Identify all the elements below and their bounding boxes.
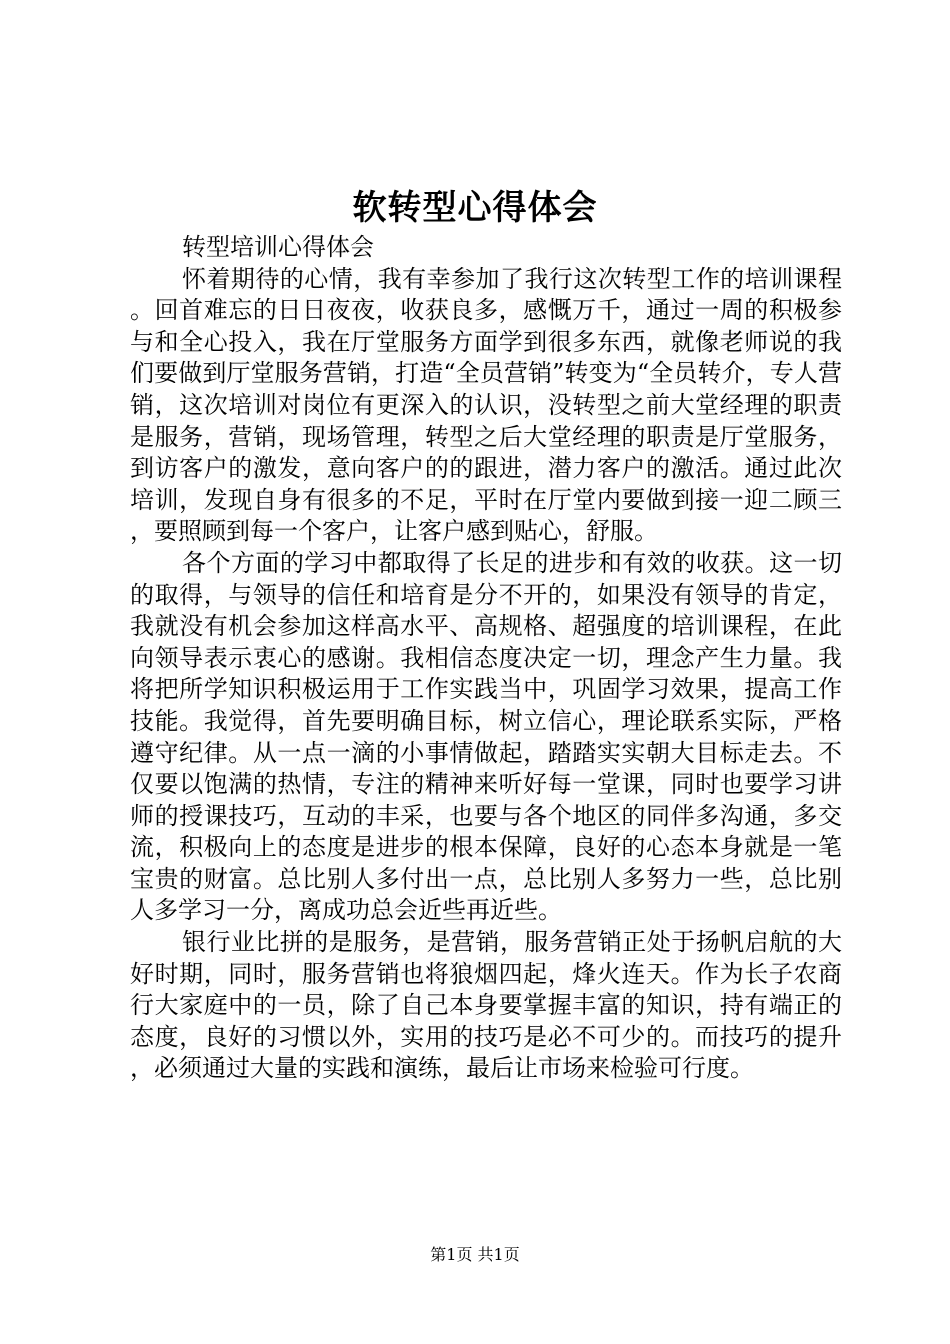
page-number-footer: 第1页 共1页: [430, 1245, 520, 1264]
paragraph: 银行业比拼的是服务，是营销，服务营销正处于扬帆启航的大好时期，同时，服务营销也将狼烟四起，烽火连天。作为长子农商行大家庭中的一员，除了自己本身要掌握丰富的知识，持有端正的态度，良好的习惯以外，实用的技巧是必不可少的。而技巧的提升，必须通过大量的实践和演练，最后让市场来检验可行度。: [130, 928, 842, 1083]
paragraph: 怀着期待的心情，我有幸参加了我行这次转型工作的培训课程。回首难忘的日日夜夜，收获良多，感慨万千，通过一周的积极参与和全心投入，我在厅堂服务方面学到很多东西，就像老师说的我们要做到厅堂服务营销，打造“全员营销”转变为“全员转介，专人营销，这次培训对岗位有更深入的认识，没转型之前大堂经理的职责是服务，营销，现场管理，转型之后大堂经理的职责是厅堂服务，到访客户的激发，意向客户的的跟进，潜力客户的激活。通过此次培训，发现自身有很多的不足，平时在厅堂内要做到接一迎二顾三，要照顾到每一个客户，让客户感到贴心，舒服。: [130, 264, 842, 546]
document-body: [130, 232, 842, 1085]
paragraph: 各个方面的学习中都取得了长足的进步和有效的收获。这一切的取得，与领导的信任和培育是分不开的，如果没有领导的肯定，我就没有机会参加这样高水平、高规格、超强度的培训课程，在此向领导表示衷心的感谢。我相信态度决定一切，理念产生力量。我将把所学知识积极运用于工作实践当中，巩固学习效果，提高工作技能。我觉得，首先要明确目标，树立信心，理论联系实际，严格遵守纪律。从一点一滴的小事情做起，踏踏实实朝大目标走去。不仅要以饱满的热情，专注的精神来听好每一堂课，同时也要学习讲师的授课技巧，互动的丰采，也要与各个地区的同伴多沟通，多交流，积极向上的态度是进步的根本保障，良好的心态本身就是一笔宝贵的财富。总比别人多付出一点，总比别人多努力一些，总比别人多学习一分，离成功总会近些再近些。: [130, 548, 842, 925]
section-heading: 转型培训心得体会: [182, 233, 374, 261]
document-title: 软转型心得体会: [352, 188, 598, 228]
